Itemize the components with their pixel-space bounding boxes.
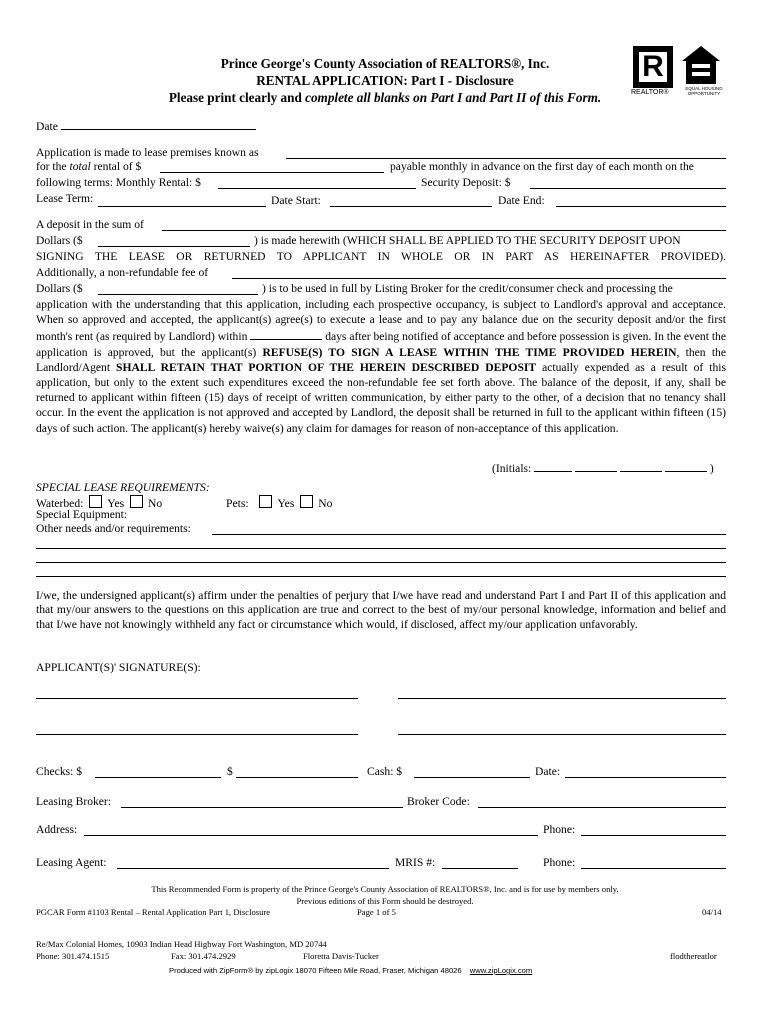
initials-blank-1[interactable] [534, 459, 572, 472]
signature-line-1[interactable] [36, 698, 358, 699]
deposit-paragraph [36, 297, 726, 436]
payment-date-label: Date: [535, 765, 561, 778]
checks-blank-2[interactable] [236, 777, 358, 778]
lease-term-blank[interactable] [98, 206, 266, 207]
initials-blank-2[interactable] [575, 459, 617, 472]
monthly-rental-label: following terms: Monthly Rental: $ [36, 176, 201, 189]
office-fax: Fax: 301.474.2929 [171, 951, 236, 961]
waterbed-yes-checkbox[interactable] [89, 495, 102, 508]
date-end-blank[interactable] [556, 206, 726, 207]
fee-dollars-label: Dollars ($ [36, 282, 83, 295]
phone-label: Phone: [543, 823, 576, 836]
date-end-label: Date End: [498, 194, 545, 207]
nonrefundable-blank[interactable] [232, 278, 726, 279]
broker-code-label: Broker Code: [407, 795, 470, 808]
initials-blank-3[interactable] [620, 459, 662, 472]
deposit-dollars-blank[interactable] [98, 246, 250, 247]
premises-blank[interactable] [286, 158, 726, 159]
ziplogix-link[interactable]: www.zipLogix.com [469, 966, 533, 975]
security-deposit-label: Security Deposit: $ [421, 176, 511, 189]
signature-line-3[interactable] [36, 734, 358, 735]
footer-rev: 04/14 [702, 907, 722, 917]
other-needs-label: Other needs and/or requirements: [36, 522, 191, 535]
phone2-blank[interactable] [581, 868, 726, 869]
other-needs-line-2[interactable] [36, 548, 726, 549]
other-needs-blank[interactable] [212, 534, 726, 535]
affirm-paragraph: I/we, the undersigned applicant(s) affirm under the penalties of perjury that I/we have read and understand Part I and Part II of this application and that my/our answers to the questions on this application are true and correct to the best of my/our personal knowledge, information and belief and that I/we have not knowingly withheld any fact or circumstance which would, if disclosed, affect my/our application unfavorably. [36, 589, 726, 631]
deposit-sum-label: A deposit in the sum of [36, 218, 144, 231]
cash-blank[interactable] [414, 777, 530, 778]
footer-form-id: PGCAR Form #1103 Rental – Rental Application Part 1, Disclosure [36, 907, 271, 917]
document-name: flodthereatlor [670, 951, 717, 961]
date-label: Date [36, 120, 58, 133]
mris-blank[interactable] [442, 868, 518, 869]
initials-row [492, 459, 714, 475]
address-label: Address: [36, 823, 78, 836]
pets-yes-checkbox[interactable] [259, 495, 272, 508]
deposit-paragraph-a: application with the understanding that this application, including each prospective occupancy, is subject to Landlord's approval and acceptance. When so approved and accepted, the applicant(s) agree(s) to execute a lease and to pay any balance due on the security deposit and/or the first month's rent (as required by Landlord) within [36, 298, 726, 344]
office-address: Re/Max Colonial Homes, 10903 Indian Head Highway Fort Washington, MD 20744 [36, 939, 327, 949]
address-blank[interactable] [84, 835, 538, 836]
initials-label: (Initials: [492, 462, 532, 475]
equal-housing-icon [680, 44, 722, 86]
days-blank[interactable] [250, 327, 322, 340]
retain-clause: SHALL RETAIN THAT PORTION OF THE HEREIN DESCRIBED DEPOSIT [116, 360, 537, 374]
leasing-agent-blank[interactable] [117, 868, 389, 869]
waterbed-no-label: No [148, 497, 163, 510]
pets-yes-label: Yes [277, 497, 295, 510]
footer-page: Page 1 of 5 [357, 907, 396, 917]
leasing-broker-label: Leasing Broker: [36, 795, 112, 808]
signatures-label: APPLICANT(S)' SIGNATURE(S): [36, 661, 201, 674]
premises-row [36, 146, 258, 159]
waterbed-yes-label: Yes [107, 497, 125, 510]
security-deposit-blank[interactable] [530, 188, 726, 189]
deposit-dollars-label: Dollars ($ [36, 234, 83, 247]
signing-text: SIGNING THE LEASE OR RETURNED TO APPLICANT IN WHOLE OR IN PART AS HEREINAFTER PROVIDED). [36, 250, 726, 263]
monthly-rental-blank[interactable] [218, 188, 416, 189]
date-start-blank[interactable] [330, 206, 492, 207]
made-herewith-text: ) is made herewith (WHICH SHALL BE APPLIED TO THE SECURITY DEPOSIT UPON [254, 234, 681, 247]
deposit-sum-blank[interactable] [162, 230, 726, 231]
leasing-agent-label: Leasing Agent: [36, 856, 107, 869]
payment-date-blank[interactable] [565, 777, 726, 778]
cash-label: Cash: $ [367, 765, 403, 778]
checks-dollar-label: $ [227, 765, 233, 778]
lease-term-label: Lease Term: [36, 192, 94, 205]
premises-label: Application is made to lease premises known as [36, 146, 259, 159]
deposit-paragraph-b: days after being notified of acceptance and before possession is given. In the event the application is approved, but the applicant(s) [36, 330, 726, 359]
instructions-part1: Please print clearly and [168, 90, 306, 105]
special-equipment-label: Special Equipment: [36, 508, 128, 521]
signature-line-4[interactable] [398, 734, 726, 735]
other-needs-line-3[interactable] [36, 562, 726, 563]
special-heading: SPECIAL LEASE REQUIREMENTS: [36, 481, 210, 494]
deposit-paragraph-d: actually expended as a result of this application, but only to the extent such expenditures exceed the non-refundable fee set forth above. The balance of the deposit, if any, shall be returned to applicant within fifteen (15) days of receipt of written communication, by either party to the other, of a decision that no tenancy shall occur. In the event the application is not approved and accepted by Landlord, the deposit shall be returned in full to the applicant within fifteen (15) days of such action. The applicant(s) hereby waive(s) any claim for damages for reason of non-acceptance of this application. [36, 360, 726, 435]
produced-with [169, 966, 532, 975]
eho-logo-text: EQUAL HOUSING OPPORTUNITY [685, 86, 723, 96]
footer-previous: Previous editions of this Form should be destroyed. [296, 896, 474, 906]
initials-blank-4[interactable] [665, 459, 707, 472]
initials-close: ) [709, 462, 714, 475]
produced-text: Produced with ZipForm® by zipLogix 18070 Fifteen Mile Road, Fraser, Michigan 48026 [169, 966, 462, 975]
date-row [36, 117, 256, 133]
nonrefundable-label: Additionally, a non-refundable fee of [36, 266, 209, 279]
mris-label: MRIS #: [395, 856, 436, 869]
waterbed-no-checkbox[interactable] [130, 495, 143, 508]
total-label: total [69, 160, 91, 173]
realtor-logo-text: REALTOR® [631, 89, 669, 96]
phone-blank[interactable] [581, 835, 726, 836]
pets-row [226, 495, 332, 510]
broker-code-blank[interactable] [478, 807, 726, 808]
refuse-clause: REFUSE(S) TO SIGN A LEASE WITHIN THE TIME PROVIDED HEREIN [262, 345, 677, 359]
checks-label: Checks: $ [36, 765, 83, 778]
date-blank[interactable] [61, 117, 256, 130]
other-needs-line-4[interactable] [36, 576, 726, 577]
instructions-part2: complete all blanks on Part I and Part II of this Form. [305, 90, 602, 105]
form-org-title: Prince George's County Association of REALTORS®, Inc. [220, 56, 550, 71]
footer-property: This Recommended Form is property of the Prince George's County Association of REALTORS®, Inc. and is for use by members only. [151, 884, 619, 894]
date-start-label: Date Start: [271, 194, 321, 207]
signature-line-2[interactable] [398, 698, 726, 699]
waterbed-label: Waterbed: [36, 497, 84, 510]
fee-dollars-blank[interactable] [98, 294, 258, 295]
realtor-logo [633, 46, 673, 88]
form-title: RENTAL APPLICATION: Part I - Disclosure [256, 73, 514, 88]
agent-name: Floretta Davis-Tucker [303, 951, 379, 961]
pets-label: Pets: [226, 497, 249, 510]
phone2-label: Phone: [543, 856, 576, 869]
rental-row [36, 160, 141, 173]
pets-no-label: No [318, 497, 333, 510]
deposit-paragraph-c: , then the Landlord/Agent [36, 345, 726, 374]
pets-no-checkbox[interactable] [300, 495, 313, 508]
rental-of-label: rental of $ [90, 160, 142, 173]
office-phone: Phone: 301.474.1515 [36, 951, 110, 961]
realtor-logo-letter: R [642, 50, 664, 83]
leasing-broker-blank[interactable] [121, 807, 403, 808]
for-the-label: for the [36, 160, 70, 173]
used-in-full-text: ) is to be used in full by Listing Broker for the credit/consumer check and processing the [262, 282, 673, 295]
checks-blank[interactable] [95, 777, 221, 778]
payable-text: payable monthly in advance on the first day of each month on the [390, 160, 694, 173]
rental-amount-blank[interactable] [160, 172, 384, 173]
